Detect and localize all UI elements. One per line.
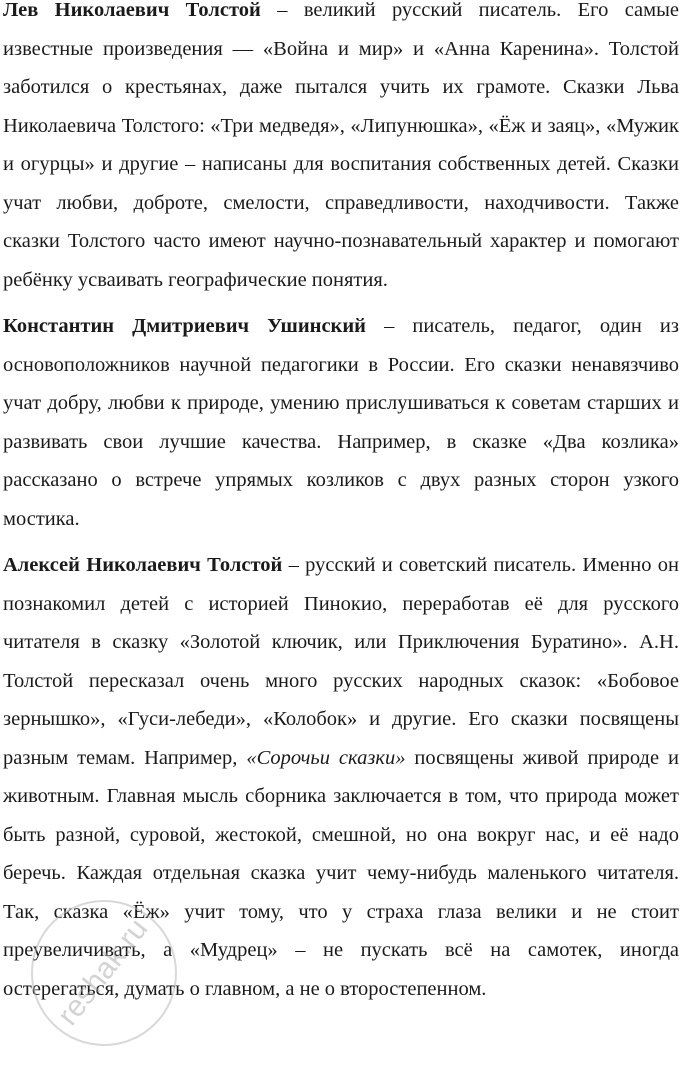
author-name: Алексей Николаевич Толстой	[3, 554, 283, 576]
paragraph-text: – русский и советский писатель. Именно он познакомил детей с историей Пинокио, переработав её для русского читателя в сказку «Золотой ключик, или Приключения Буратино». А.Н. Толстой пересказал очень много русских народных сказок: «Бобовое зернышко», «Гуси-лебеди», «Колобок» и другие. Его сказки посвящены разным темам. Например,	[3, 554, 679, 769]
paragraph-text: – великий русский писатель. Его самые известные произведения — «Война и мир» и «Анна Каренина». Толстой заботился о крестьянах, даже пытался учить их грамоте. Сказки Льва Николаевича Толстого: «Три медведя», «Липунюшка», «Ёж и заяц», «Мужик и огурцы» и другие – написаны для воспитания собственных детей. Сказки учат любви, доброте, смелости, справедливости, находчивости. Также сказки Толстого часто имеют научно-познавательный характер и помогают ребёнку усваивать географические понятия.	[3, 0, 679, 291]
paragraph-text: посвящены живой природе и животным. Главная мысль сборника заключается в том, что природа может быть разной, суровой, жестокой, смешной, но она вокруг нас, и её надо беречь. Каждая отдельная сказка учит чему-нибудь маленького читателя. Так, сказка «Ёж» учит тому, что у страха глаза велики и не стоит преувеличивать, а «Мудрец» – не пускать всё на самотек, иногда остерегаться, думать о главном, а не о второстепенном.	[3, 746, 679, 1000]
paragraph-text: – писатель, педагог, один из основоположников научной педагогики в России. Его сказки ненавязчиво учат добру, любви к природе, умению прислушиваться к советам старших и развивать свои лучшие качества. Например, в сказке «Два козлика» рассказано о встрече упрямых козликов с двух разных сторон узкого мостика.	[3, 315, 680, 530]
paragraph-aleksey-tolstoy	[3, 546, 679, 1008]
paragraph-ushinsky	[3, 307, 679, 538]
author-name: Константин Дмитриевич Ушинский	[3, 315, 366, 337]
author-name: Лев Николаевич Толстой	[3, 0, 261, 21]
watermark-text: reshak.ru	[51, 912, 155, 1032]
italic-book-title: «Сорочьи сказки»	[246, 746, 406, 769]
paragraph-lev-tolstoy	[3, 0, 679, 299]
